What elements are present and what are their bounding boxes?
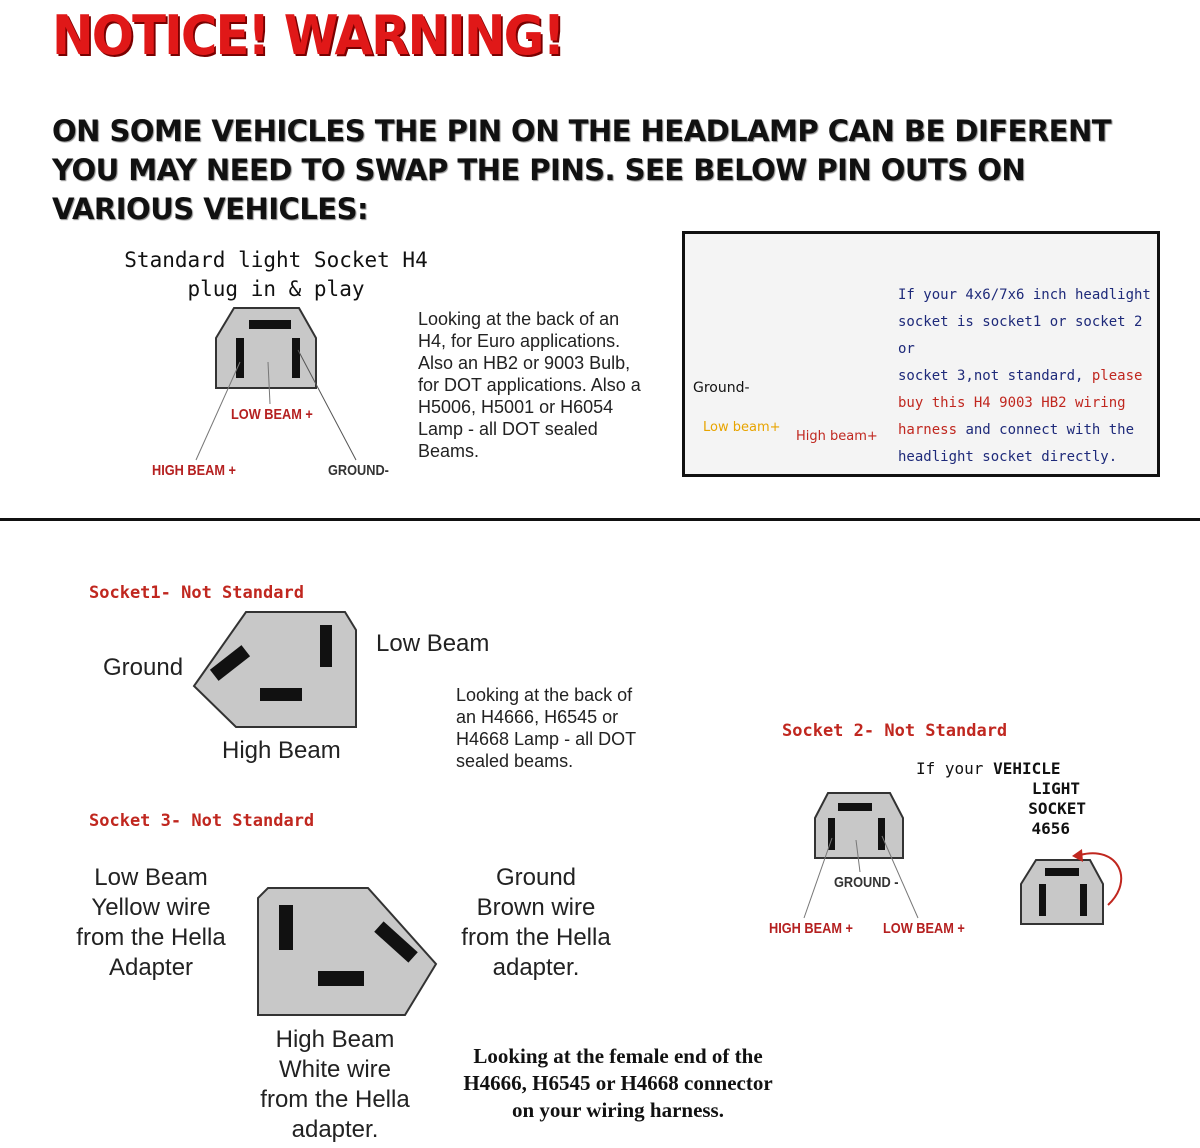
- socket3-high-line: High Beam: [275, 1026, 395, 1053]
- socket1-title: Socket1- Not Standard: [89, 583, 304, 603]
- socket2-note-4656: 4656: [1031, 819, 1070, 838]
- harness-low-beam-label: Low beam+: [703, 420, 781, 435]
- harness-text-line: [898, 417, 1156, 444]
- socket2-note: [916, 759, 1086, 839]
- socket3-ground-line: from the Hella: [461, 924, 611, 951]
- socket3-ground-line: adapter.: [492, 954, 580, 981]
- socket2-high-beam-label: HIGH BEAM +: [769, 920, 853, 937]
- harness-text-part-red: harness: [898, 422, 958, 438]
- socket2-note-line: [916, 819, 1086, 839]
- standard-desc-line: Looking at the back of an: [418, 309, 620, 329]
- harness-text-part: and connect with the: [957, 422, 1135, 438]
- socket1-desc-line: sealed beams.: [456, 751, 574, 771]
- standard-ground-pointer: [298, 350, 356, 460]
- socket3-ground-block: [448, 863, 624, 983]
- socket1-desc-line: Looking at the back of: [456, 685, 633, 705]
- standard-desc-line: Also an HB2 or 9003 Bulb,: [418, 353, 631, 373]
- harness-text-line: If your 4x6/7x6 inch headlight: [898, 287, 1151, 303]
- standard-desc-line: for DOT applications. Also a: [418, 375, 641, 395]
- harness-text-line: [898, 363, 1156, 390]
- socket1-description: [456, 684, 686, 772]
- standard-desc-line: Lamp - all DOT sealed: [418, 419, 598, 439]
- notice-warning-title: NOTICE! WARNING!: [52, 4, 564, 67]
- socket2-note-line: [916, 799, 1086, 819]
- socket3-footer-line: on your wiring harness.: [512, 1098, 724, 1122]
- socket2-note-line: [916, 779, 1086, 799]
- socket3-low-beam-block: [62, 863, 240, 983]
- socket3-title: Socket 3- Not Standard: [89, 811, 315, 831]
- standard-desc-line: H4, for Euro applications.: [418, 331, 621, 351]
- socket1-desc-line: H4668 Lamp - all DOT: [456, 729, 637, 749]
- socket1-shape: [194, 612, 356, 727]
- socket3-footer-line: Looking at the female end of the: [473, 1044, 763, 1068]
- socket2-note-vehicle: VEHICLE: [993, 759, 1061, 778]
- socket2-low-beam-label: LOW BEAM +: [883, 920, 965, 937]
- harness-description: [898, 282, 1156, 471]
- standard-low-beam-label: LOW BEAM +: [231, 406, 313, 423]
- socket1-desc-line: an H4666, H6545 or: [456, 707, 619, 727]
- socket2-ground-label: GROUND -: [834, 874, 899, 891]
- standard-ground-label: GROUND-: [328, 462, 389, 479]
- standard-description: [418, 308, 668, 462]
- harness-text-line: headlight socket directly.: [898, 449, 1118, 465]
- harness-high-beam-label: High beam+: [796, 429, 878, 444]
- standard-high-beam-label: HIGH BEAM +: [152, 462, 236, 479]
- standard-title-line-1: Standard light Socket H4: [124, 248, 428, 272]
- socket3-ground-line: Ground: [495, 864, 577, 891]
- socket2-title: Socket 2- Not Standard: [782, 721, 1008, 741]
- standard-desc-line: Beams.: [418, 441, 480, 461]
- harness-ground-label: Ground-: [693, 380, 750, 396]
- socket1-ground-label: Ground: [103, 654, 184, 681]
- socket3-low-line: Low Beam: [94, 864, 208, 891]
- headline-line-3: VARIOUS VEHICLES:: [52, 192, 369, 226]
- harness-text-part: socket 3,not standard,: [898, 368, 1084, 384]
- socket3-low-line: from the Hella: [76, 924, 226, 951]
- socket2-note-socket: SOCKET: [1028, 799, 1086, 818]
- socket3-low-line: Yellow wire: [91, 894, 211, 921]
- socket1-low-beam-label: Low Beam: [376, 630, 490, 657]
- harness-text-part-red: please: [1083, 368, 1143, 384]
- socket1-high-beam-label: High Beam: [222, 737, 341, 764]
- section-divider: [0, 518, 1200, 521]
- socket2-note-light: LIGHT: [1031, 779, 1080, 798]
- socket3-shape: [258, 888, 436, 1015]
- socket3-high-beam-block: [246, 1025, 424, 1145]
- standard-socket-title: [118, 246, 434, 304]
- socket3-high-line: adapter.: [291, 1116, 379, 1143]
- socket3-ground-line: Brown wire: [476, 894, 596, 921]
- standard-title-line-2: plug in & play: [187, 277, 365, 301]
- socket3-footer: [430, 1043, 806, 1124]
- headline-line-1: ON SOME VEHICLES THE PIN ON THE HEADLAMP CAN BE DIFERENT: [52, 114, 1112, 148]
- socket3-footer-line: H4666, H6545 or H4668 connector: [463, 1071, 773, 1095]
- harness-text-line: socket is socket1 or socket 2 or: [898, 314, 1143, 357]
- harness-text-line-red: buy this H4 9003 HB2 wiring: [898, 395, 1126, 411]
- socket2-note-prefix: If your: [916, 759, 984, 778]
- socket2-note-line: [916, 759, 1086, 779]
- socket3-low-line: Adapter: [108, 954, 194, 981]
- headline-line-2: YOU MAY NEED TO SWAP THE PINS. SEE BELOW PIN OUTS ON: [52, 153, 1026, 187]
- standard-socket-shape: [216, 308, 316, 388]
- standard-desc-line: H5006, H5001 or H6054: [418, 397, 614, 417]
- socket3-high-line: White wire: [278, 1056, 392, 1083]
- socket3-high-line: from the Hella: [260, 1086, 410, 1113]
- socket-4656-shape: [1021, 860, 1103, 924]
